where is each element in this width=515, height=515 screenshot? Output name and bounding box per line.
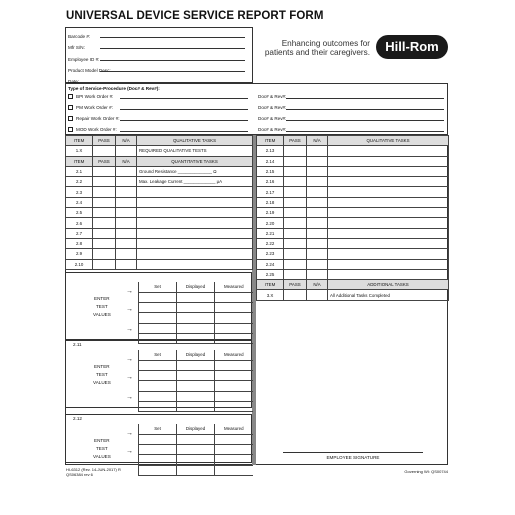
footer-left: HI-6312 (Rev. 14-JUN-2017) R QS06384 rev 6 [66, 467, 121, 477]
table-cell [328, 197, 449, 207]
table-cell: 2.16 [257, 177, 284, 187]
test-value-cell[interactable] [215, 292, 253, 302]
arrow-icon: → [126, 356, 133, 363]
table-cell [137, 187, 253, 197]
service-option-label: Repair Work Order #: [76, 116, 120, 121]
form-title: UNIVERSAL DEVICE SERVICE REPORT FORM [66, 10, 324, 22]
na-cell[interactable] [307, 197, 328, 207]
table-cell: QUALITATIVE TASKS [328, 136, 449, 146]
table-cell: 2.21 [257, 228, 284, 238]
na-cell[interactable] [116, 177, 137, 187]
test-value-cell[interactable] [177, 455, 215, 465]
table-row [257, 218, 449, 228]
table-cell: 2.2 [66, 177, 93, 187]
test-value-cell[interactable] [215, 455, 253, 465]
test-value-cell[interactable] [215, 465, 253, 475]
test-value-cell[interactable] [177, 445, 215, 455]
test-values-row [139, 434, 253, 444]
pass-cell[interactable] [93, 249, 116, 259]
table-cell: Ground Resistance ______________ Ω [137, 166, 253, 176]
test-value-cell[interactable] [177, 292, 215, 302]
na-cell[interactable] [307, 249, 328, 259]
table-row [66, 187, 253, 197]
table-row [257, 290, 449, 300]
pass-cell[interactable] [284, 249, 307, 259]
table-cell: N/A [116, 136, 137, 146]
test-values-header-cell: Displayed [177, 350, 215, 360]
na-cell[interactable] [307, 259, 328, 269]
table-header-row [257, 280, 449, 290]
test-value-cell[interactable] [215, 401, 253, 411]
signature-label: EMPLOYEE SIGNATURE [326, 455, 380, 460]
enter-label: TEST [96, 372, 108, 377]
test-values-header [139, 282, 253, 292]
table-row [257, 259, 449, 269]
test-value-cell[interactable] [139, 360, 177, 370]
pass-cell[interactable] [284, 156, 307, 166]
test-values-row [139, 445, 253, 455]
doc-rev-label: Doc# & Rev#: [258, 116, 287, 121]
test-value-cell[interactable] [177, 391, 215, 401]
enter-label: ENTER [94, 364, 110, 369]
na-cell[interactable] [307, 269, 328, 279]
na-cell[interactable] [307, 238, 328, 248]
na-cell[interactable] [307, 208, 328, 218]
test-value-cell[interactable] [177, 323, 215, 333]
table-cell: 3.X [257, 290, 284, 300]
na-cell[interactable] [307, 218, 328, 228]
table-cell [328, 238, 449, 248]
test-value-cell[interactable] [215, 313, 253, 323]
pass-cell[interactable] [284, 166, 307, 176]
test-value-cell[interactable] [215, 434, 253, 444]
work-order-line[interactable] [120, 109, 248, 110]
test-value-cell[interactable] [177, 360, 215, 370]
work-order-line[interactable] [120, 120, 248, 121]
test-values-header-cell: Displayed [177, 282, 215, 292]
na-cell[interactable] [116, 249, 137, 259]
test-values-header-cell: Measured [215, 424, 253, 434]
hill-rom-logo: Hill-Rom [376, 35, 448, 59]
service-checkbox[interactable] [68, 94, 73, 99]
test-value-cell[interactable] [139, 445, 177, 455]
table-row [257, 146, 449, 156]
table-cell: ITEM [257, 280, 284, 290]
table-cell: ITEM [66, 136, 93, 146]
table-cell [137, 197, 253, 207]
test-values-header-cell: Measured [215, 282, 253, 292]
field-input-line[interactable] [100, 60, 245, 61]
test-values-row [139, 303, 253, 313]
table-cell: PASS [93, 136, 116, 146]
enter-label: TEST [96, 304, 108, 309]
block-item: 2.11 [73, 342, 82, 347]
pass-cell[interactable] [93, 146, 116, 156]
test-values-row [139, 313, 253, 323]
table-row [66, 238, 253, 248]
table-cell: 2.22 [257, 238, 284, 248]
test-values-row [139, 391, 253, 401]
table-row [66, 228, 253, 238]
test-value-cell[interactable] [139, 323, 177, 333]
doc-rev-line[interactable] [286, 98, 444, 99]
table-cell [328, 218, 449, 228]
pass-cell[interactable] [93, 197, 116, 207]
table-cell: 2.23 [257, 249, 284, 259]
table-cell [328, 269, 449, 279]
arrow-icon: → [126, 394, 133, 401]
test-value-cell[interactable] [139, 455, 177, 465]
na-cell[interactable] [307, 187, 328, 197]
test-value-cell[interactable] [139, 313, 177, 323]
block-item: 2.12 [73, 416, 82, 421]
arrow-icon: → [126, 326, 133, 333]
table-cell [328, 166, 449, 176]
test-values-header-cell: Measured [215, 350, 253, 360]
pass-cell[interactable] [93, 187, 116, 197]
doc-rev-line[interactable] [286, 120, 444, 121]
na-cell[interactable] [116, 259, 137, 269]
table-cell: 2.25 [257, 269, 284, 279]
table-row [66, 208, 253, 218]
pass-cell[interactable] [93, 259, 116, 269]
pass-cell[interactable] [284, 146, 307, 156]
na-cell[interactable] [116, 146, 137, 156]
pass-cell[interactable] [284, 208, 307, 218]
test-value-cell[interactable] [139, 381, 177, 391]
table-cell: QUALITATIVE TASKS [137, 136, 253, 146]
service-checkbox[interactable] [68, 105, 73, 110]
enter-label: VALUES [93, 454, 111, 459]
table-row [66, 259, 253, 269]
work-order-line[interactable] [120, 98, 248, 99]
table-cell: PASS [284, 280, 307, 290]
test-value-cell[interactable] [177, 401, 215, 411]
table-cell: 2.20 [257, 218, 284, 228]
service-option-label: PM Work Order #: [76, 105, 113, 110]
table-cell [328, 208, 449, 218]
table-row [66, 249, 253, 259]
enter-label: ENTER [94, 296, 110, 301]
test-values-row [139, 371, 253, 381]
table-cell [328, 146, 449, 156]
table-header-row [66, 156, 253, 166]
pass-cell[interactable] [93, 166, 116, 176]
table-cell [137, 228, 253, 238]
table-cell: PASS [93, 156, 116, 166]
na-cell[interactable] [307, 146, 328, 156]
test-values-row [139, 381, 253, 391]
test-value-cell[interactable] [215, 303, 253, 313]
doc-rev-line[interactable] [286, 131, 444, 132]
test-values-table [138, 282, 253, 344]
device-info-box [65, 27, 253, 83]
na-cell[interactable] [307, 228, 328, 238]
table-cell: 2.8 [66, 238, 93, 248]
table-cell: 2.7 [66, 228, 93, 238]
pass-cell[interactable] [93, 238, 116, 248]
arrow-icon: → [126, 306, 133, 313]
table-row [257, 197, 449, 207]
pass-cell[interactable] [284, 187, 307, 197]
table-cell: ITEM [66, 156, 93, 166]
table-row [66, 146, 253, 156]
test-value-cell[interactable] [139, 303, 177, 313]
enter-label: VALUES [93, 380, 111, 385]
table-header-row [257, 136, 449, 146]
na-cell[interactable] [116, 218, 137, 228]
pass-cell[interactable] [93, 228, 116, 238]
table-header-row [66, 136, 253, 146]
table-row [257, 187, 449, 197]
table-cell: 2.18 [257, 197, 284, 207]
na-cell[interactable] [307, 156, 328, 166]
table-cell: 1.X [66, 146, 93, 156]
test-value-cell[interactable] [139, 371, 177, 381]
test-values-row [139, 465, 253, 475]
table-cell: PASS [284, 136, 307, 146]
table-row [66, 177, 253, 187]
na-cell[interactable] [116, 228, 137, 238]
footer-right: Governing WI: QS00744 [404, 469, 448, 474]
table-cell: 2.17 [257, 187, 284, 197]
field-input-line[interactable] [100, 37, 245, 38]
field-label: Product Model Desc: [68, 67, 111, 73]
test-value-cell[interactable] [139, 434, 177, 444]
left-task-table [65, 135, 253, 270]
test-values-row [139, 455, 253, 465]
service-heading: Type of Service-Procedure (Doc# & Rev#): [68, 86, 160, 91]
table-row [257, 208, 449, 218]
table-cell: 2.9 [66, 249, 93, 259]
table-cell [137, 238, 253, 248]
table-cell: ITEM [257, 136, 284, 146]
test-value-cell[interactable] [139, 391, 177, 401]
table-cell [137, 259, 253, 269]
table-cell: QUANTITATIVE TASKS [137, 156, 253, 166]
test-values-header-cell: Displayed [177, 424, 215, 434]
pass-cell[interactable] [93, 177, 116, 187]
na-cell[interactable] [307, 177, 328, 187]
test-value-cell[interactable] [215, 445, 253, 455]
test-value-cell[interactable] [215, 360, 253, 370]
doc-rev-line[interactable] [286, 109, 444, 110]
test-values-header-cell: Set [139, 350, 177, 360]
service-option-label: BPI Work Order #: [76, 94, 114, 99]
test-value-cell[interactable] [215, 381, 253, 391]
table-row [257, 269, 449, 279]
test-value-cell[interactable] [177, 465, 215, 475]
table-cell: Max. Leakage Current _____________ μA [137, 177, 253, 187]
test-values-row [139, 360, 253, 370]
test-values-row [139, 323, 253, 333]
table-row [257, 156, 449, 166]
test-value-cell[interactable] [139, 401, 177, 411]
arrow-icon: → [126, 288, 133, 295]
na-cell[interactable] [116, 197, 137, 207]
doc-rev-label: Doc# & Rev#: [258, 94, 287, 99]
test-value-cell[interactable] [215, 391, 253, 401]
test-values-header-cell: Set [139, 424, 177, 434]
doc-rev-label: Doc# & Rev#: [258, 127, 287, 132]
enter-label: ENTER [94, 438, 110, 443]
enter-label: VALUES [93, 312, 111, 317]
na-cell[interactable] [116, 208, 137, 218]
table-row [66, 166, 253, 176]
pass-cell[interactable] [93, 218, 116, 228]
pass-cell[interactable] [284, 290, 307, 300]
table-row [257, 228, 449, 238]
table-cell: 2.5 [66, 208, 93, 218]
test-values-header [139, 424, 253, 434]
test-values-table [138, 350, 253, 412]
field-label: Mfr S/N: [68, 45, 85, 51]
table-row [257, 238, 449, 248]
table-cell: REQUIRED QUALITATIVE TESTS [137, 146, 253, 156]
right-task-table [256, 135, 449, 301]
test-value-cell[interactable] [215, 371, 253, 381]
table-cell: 2.13 [257, 146, 284, 156]
table-cell: 2.6 [66, 218, 93, 228]
arrow-icon: → [126, 448, 133, 455]
test-value-cell[interactable] [177, 381, 215, 391]
test-value-cell[interactable] [177, 303, 215, 313]
test-values-table [138, 424, 253, 476]
table-cell: 2.3 [66, 187, 93, 197]
tagline: Enhancing outcomes for patients and their caregivers. [264, 39, 370, 57]
test-values-header-cell: Set [139, 282, 177, 292]
signature-line [283, 452, 423, 453]
table-cell: N/A [307, 280, 328, 290]
table-cell [328, 249, 449, 259]
na-cell[interactable] [307, 166, 328, 176]
test-value-cell[interactable] [139, 292, 177, 302]
test-value-cell[interactable] [215, 323, 253, 333]
test-value-cell[interactable] [177, 313, 215, 323]
test-values-row [139, 292, 253, 302]
table-cell: 2.14 [257, 156, 284, 166]
table-row [257, 249, 449, 259]
na-cell[interactable] [116, 238, 137, 248]
doc-rev-label: Doc# & Rev#: [258, 105, 287, 110]
service-option-label: MOD Work Order #: [76, 127, 117, 132]
pass-cell[interactable] [284, 238, 307, 248]
field-label: Date: [68, 79, 79, 85]
field-label: Employee ID #: [68, 56, 100, 62]
table-cell [137, 249, 253, 259]
table-cell [328, 259, 449, 269]
test-value-cell[interactable] [139, 465, 177, 475]
table-row [66, 218, 253, 228]
na-cell[interactable] [307, 290, 328, 300]
field-input-line[interactable] [100, 71, 245, 72]
table-cell [328, 156, 449, 166]
pass-cell[interactable] [284, 228, 307, 238]
table-cell: 2.4 [66, 197, 93, 207]
table-cell: 2.24 [257, 259, 284, 269]
table-cell [328, 228, 449, 238]
pass-cell[interactable] [93, 208, 116, 218]
test-value-cell[interactable] [177, 371, 215, 381]
table-cell [137, 208, 253, 218]
table-row [66, 197, 253, 207]
field-label: Barcode #: [68, 34, 91, 39]
table-cell: N/A [307, 136, 328, 146]
enter-label: TEST [96, 446, 108, 451]
table-cell: ADDITIONAL TASKS [328, 280, 449, 290]
arrow-icon: → [126, 430, 133, 437]
table-cell: 2.15 [257, 166, 284, 176]
work-order-line[interactable] [120, 131, 248, 132]
table-cell: N/A [116, 156, 137, 166]
table-row [257, 177, 449, 187]
table-cell [137, 218, 253, 228]
test-values-header [139, 350, 253, 360]
pass-cell[interactable] [284, 197, 307, 207]
test-value-cell[interactable] [177, 434, 215, 444]
table-cell: 2.19 [257, 208, 284, 218]
table-cell [328, 177, 449, 187]
arrow-icon: → [126, 374, 133, 381]
table-cell: All Additional Tasks Completed [328, 290, 449, 300]
na-cell[interactable] [116, 166, 137, 176]
pass-cell[interactable] [284, 269, 307, 279]
pass-cell[interactable] [284, 218, 307, 228]
table-cell: 2.10 [66, 259, 93, 269]
pass-cell[interactable] [284, 259, 307, 269]
service-checkbox[interactable] [68, 127, 73, 132]
pass-cell[interactable] [284, 177, 307, 187]
service-checkbox[interactable] [68, 116, 73, 121]
test-values-row [139, 401, 253, 411]
table-row [257, 166, 449, 176]
table-cell [328, 187, 449, 197]
table-cell: 2.1 [66, 166, 93, 176]
field-input-line[interactable] [100, 48, 245, 49]
na-cell[interactable] [116, 187, 137, 197]
